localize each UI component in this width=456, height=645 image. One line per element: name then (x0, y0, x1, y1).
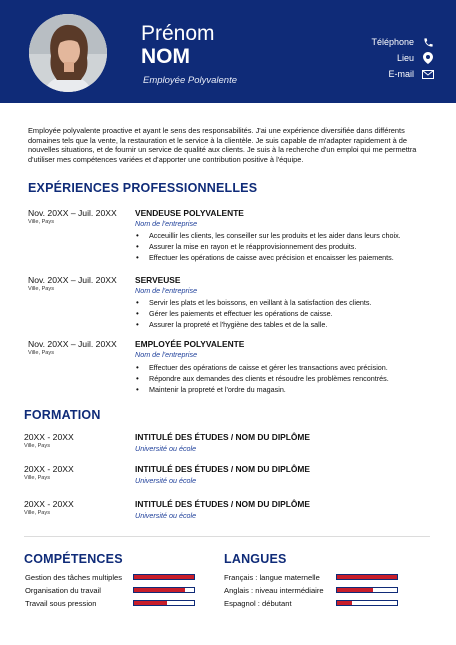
task-item: • Acceuillir les clients, les conseiller sur les produits et les aider dans leurs choix. (135, 230, 401, 241)
profile-summary: Employée polyvalente proactive et ayant le sens des responsabilités. J'ai une expérience diversifiée dans différents domaines tels que la vente, la restauration et le service à la clientèle. Je suis capable de m'adapter rapidement à de nouvelles situations, et de fournir un service de qualité aux clients. Je suis à la recherche d'un emploi qui me permettra d'utiliser mes compétences variées et d'apporter une contribution positive à l'équipe. (28, 126, 417, 164)
skill-level-fill (134, 588, 185, 592)
header-banner (0, 0, 456, 103)
skills-section-title: COMPÉTENCES (24, 552, 123, 566)
contact-email-label: E-mail (388, 69, 414, 79)
education-school: Université ou école (135, 444, 197, 453)
skill-level-bar (133, 587, 195, 593)
language-level-bar (336, 587, 398, 593)
experience-section-title: EXPÉRIENCES PROFESSIONNELLES (28, 181, 258, 195)
skill-label: Gestion des tâches multiples (25, 573, 123, 582)
contact-location-label: Lieu (396, 53, 414, 63)
task-item: • Répondre aux demandes des clients et résoudre les problèmes rencontrés. (135, 373, 389, 384)
job-title: Employée Polyvalente (143, 75, 237, 86)
education-date: 20XX - 20XX (24, 499, 74, 509)
task-item: • Servir les plats et les boissons, en veillant à la satisfaction des clients. (135, 297, 372, 308)
task-item: • Gérer les paiements et effectuer les opérations de caisse. (135, 308, 372, 319)
last-name: NOM (141, 45, 190, 68)
skill-level-bar (133, 600, 195, 606)
language-label: Espagnol : débutant (224, 599, 292, 608)
education-date: 20XX - 20XX (24, 464, 74, 474)
education-school: Université ou école (135, 476, 197, 485)
experience-location: Ville, Pays (28, 286, 55, 292)
task-item: • Effectuer des opérations de caisse et gérer les transactions avec précision. (135, 362, 389, 373)
language-level-bar (336, 600, 398, 606)
contact-email[interactable] (388, 68, 434, 80)
language-level-fill (337, 601, 352, 605)
experience-position: VENDEUSE POLYVALENTE (135, 208, 244, 218)
envelope-icon (422, 68, 434, 80)
education-location: Ville, Pays (24, 443, 51, 449)
experience-tasks (135, 362, 389, 395)
education-degree: INTITULÉ DES ÉTUDES / NOM DU DIPLÔME (135, 432, 310, 442)
education-section-title: FORMATION (24, 408, 101, 422)
education-degree: INTITULÉ DES ÉTUDES / NOM DU DIPLÔME (135, 464, 310, 474)
education-degree: INTITULÉ DES ÉTUDES / NOM DU DIPLÔME (135, 499, 310, 509)
experience-position: EMPLOYÉE POLYVALENTE (135, 339, 245, 349)
language-level-fill (337, 588, 373, 592)
experience-tasks (135, 297, 372, 330)
language-label: Français : langue maternelle (224, 573, 320, 582)
experience-date: Nov. 20XX – Juil. 20XX (28, 208, 117, 218)
experience-company: Nom de l'entreprise (135, 286, 198, 295)
skill-label: Travail sous pression (25, 599, 97, 608)
contact-phone-label: Téléphone (371, 37, 414, 47)
skill-level-fill (134, 575, 194, 579)
experience-date: Nov. 20XX – Juil. 20XX (28, 275, 117, 285)
education-date: 20XX - 20XX (24, 432, 74, 442)
location-pin-icon (422, 52, 434, 64)
experience-date: Nov. 20XX – Juil. 20XX (28, 339, 117, 349)
language-level-bar (336, 574, 398, 580)
experience-company: Nom de l'entreprise (135, 350, 198, 359)
language-level-fill (337, 575, 397, 579)
skill-level-bar (133, 574, 195, 580)
task-item: • Effectuer les opérations de caisse avec précision et encaisser les paiements. (135, 252, 401, 263)
profile-photo (29, 14, 107, 92)
skill-level-fill (134, 601, 167, 605)
education-location: Ville, Pays (24, 475, 51, 481)
experience-company: Nom de l'entreprise (135, 219, 198, 228)
first-name: Prénom (141, 22, 215, 45)
language-label: Anglais : niveau intermédiaire (224, 586, 324, 595)
task-item: • Maintenir la propreté et l'ordre du magasin. (135, 384, 389, 395)
skill-label: Organisation du travail (25, 586, 101, 595)
experience-location: Ville, Pays (28, 350, 55, 356)
education-location: Ville, Pays (24, 510, 51, 516)
contact-location[interactable] (397, 52, 434, 64)
languages-section-title: LANGUES (224, 552, 287, 566)
contact-phone[interactable] (371, 36, 434, 48)
phone-icon (422, 36, 434, 48)
task-item: • Assurer la propreté et l'hygiène des tables et de la salle. (135, 319, 372, 330)
experience-location: Ville, Pays (28, 219, 55, 225)
education-school: Université ou école (135, 511, 197, 520)
section-divider (24, 536, 430, 537)
task-item: • Assurer la mise en rayon et le réapprovisionnement des produits. (135, 241, 401, 252)
experience-tasks (135, 230, 401, 263)
experience-position: SERVEUSE (135, 275, 181, 285)
